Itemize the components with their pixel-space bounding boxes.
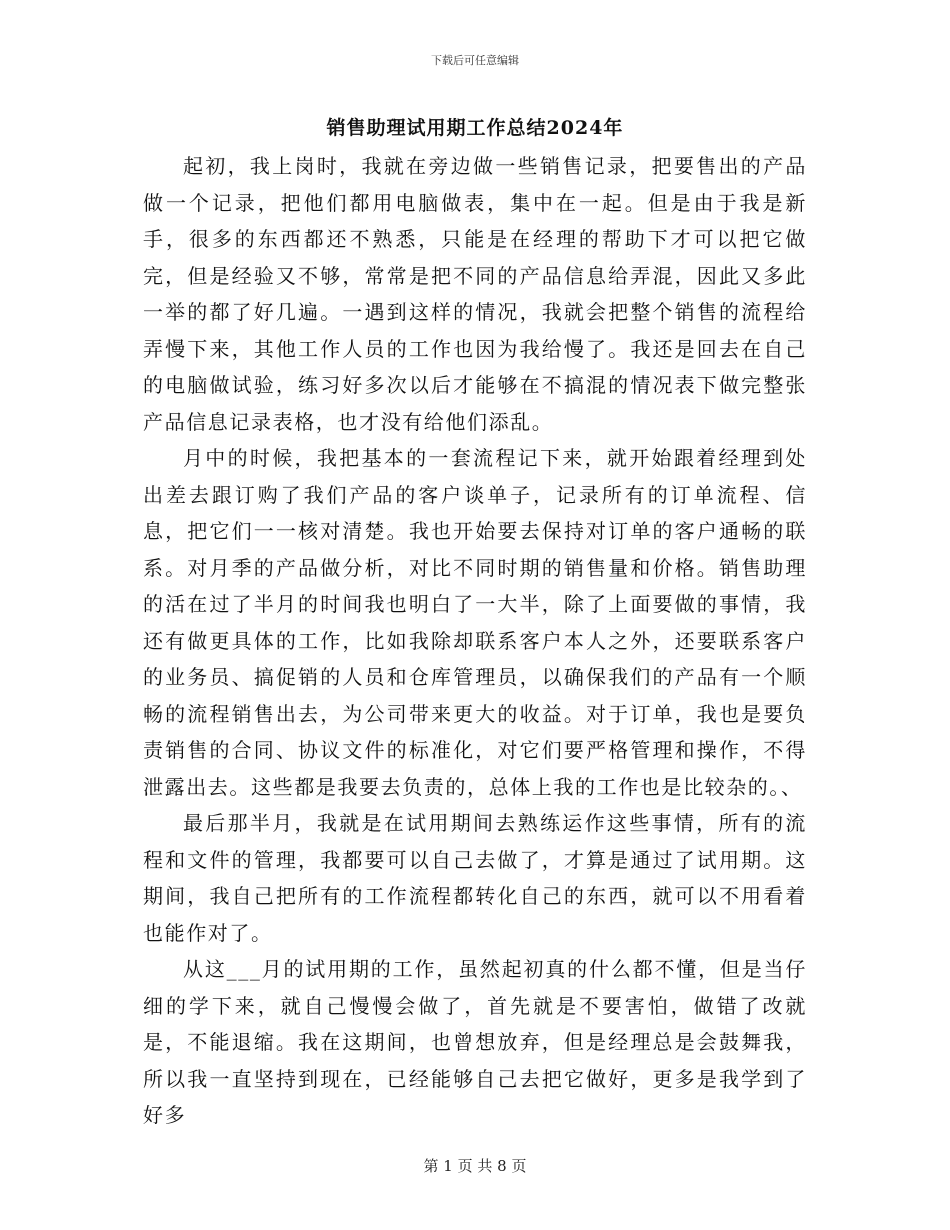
page-number: 第 1 页 共 8 页 (423, 1157, 527, 1175)
document-title: 销售助理试用期工作总结2024年 (326, 117, 624, 139)
paragraph: 月中的时候，我把基本的一套流程记下来，就开始跟着经理到处出差去跟订购了我们产品的客户谈单子，记录所有的订单流程、信息，把它们一一核对清楚。我也开始要去保持对订单的客户通畅的联系。对月季的产品做分析，对比不同时期的销售量和价格。销售助理的活在过了半月的时间我也明白了一大半，除了上面要做的事情，我还有做更具体的工作，比如我除却联系客户本人之外，还要联系客户的业务员、搞促销的人员和仓库管理员，以确保我们的产品有一个顺畅的流程销售出去，为公司带来更大的收益。对于订单，我也是要负责销售的合同、协议文件的标准化，对它们要严格管理和操作，不得泄露出去。这些都是我要去负责的，总体上我的工作也是比较杂的。、 (143, 446, 807, 799)
paragraph: 从这___月的试用期的工作，虽然起初真的什么都不懂，但是当仔细的学下来，就自己慢慢会做了，首先就是不要害怕，做错了改就是，不能退缩。我在这期间，也曾想放弃，但是经理总是会鼓舞我，所以我一直坚持到现在，已经能够自己去把它做好，更多是我学到了好多 (143, 957, 807, 1127)
paragraph: 最后那半月，我就是在试用期间去熟练运作这些事情，所有的流程和文件的管理，我都要可以自己去做了，才算是通过了试用期。这期间，我自己把所有的工作流程都转化自己的东西，就可以不用看着也能作对了。 (143, 811, 807, 945)
paragraph: 起初，我上岗时，我就在旁边做一些销售记录，把要售出的产品做一个记录，把他们都用电脑做表，集中在一起。但是由于我是新手，很多的东西都还不熟悉，只能是在经理的帮助下才可以把它做完，但是经验又不够，常常是把不同的产品信息给弄混，因此又多此一举的都了好几遍。一遇到这样的情况，我就会把整个销售的流程给弄慢下来，其他工作人员的工作也因为我给慢了。我还是回去在自己的电脑做试验，练习好多次以后才能够在不搞混的情况表下做完整张产品信息记录表格，也才没有给他们添乱。 (143, 154, 807, 434)
document-body (143, 148, 807, 1134)
header-note: 下载后可任意编辑 (431, 54, 519, 67)
